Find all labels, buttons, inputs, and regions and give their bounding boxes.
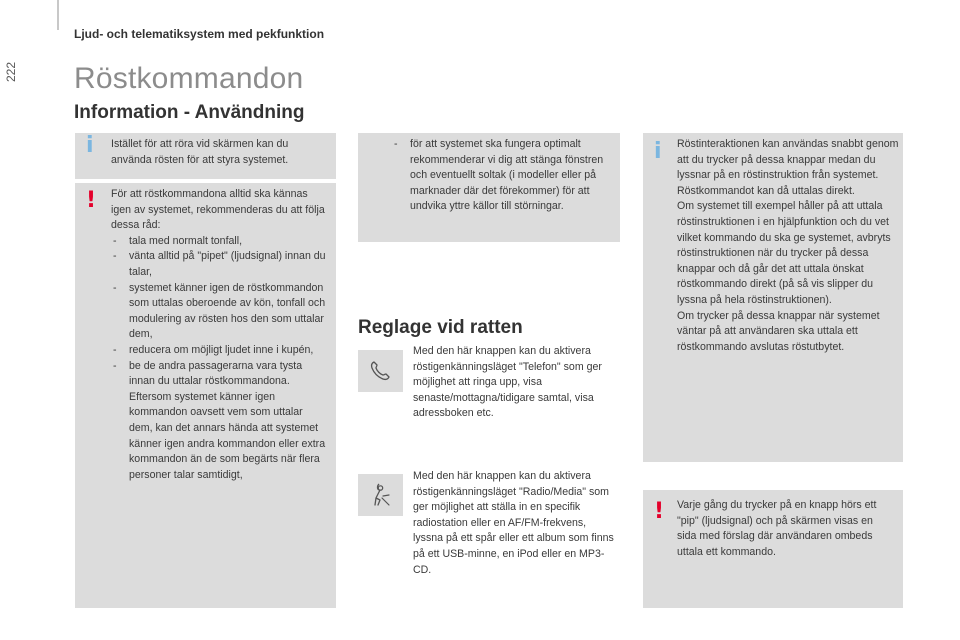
page-title: Röstkommandon [74,62,304,95]
section-title: Information - Användning [74,102,305,123]
warning-icon: ! [654,499,665,524]
info-text-2: Röstinteraktionen kan användas snabbt genom att du trycker på dessa knappar medan du lyssnar på en röstinstruktion från systemet. Röstkommandot kan då uttalas direkt. Om systemet till exempel håller på att uttala röstinstruktionen i en hjälpfunktion och du vet vilket kommando du ska ge systemet, avbryts röstinstruktionen när du trycker på dessa knappar och då går det att uttala önskat röstkommando direkt (på så vis slipper du lyssna på hela röstinstruktionen). Om trycker på dessa knappar när systemet väntar på att användaren ska uttala ett röstkommando avslutas röstutbytet. [677,138,899,353]
warning-box-2 [643,490,903,608]
info-text: Istället för att röra vid skärmen kan du använda rösten för att styra systemet. [111,138,289,166]
page-number: 222 [4,61,18,82]
list-item: - systemet känner igen de röstkommandon som uttalas oberoende av kön, tonfall och modulering av rösten hos den som uttalar dem, [111,281,327,343]
info-box [75,133,336,179]
margin-rule [57,0,59,30]
section-title-controls: Reglage vid ratten [358,317,523,338]
list-item: - vänta alltid på "pipet" (ljudsignal) innan du talar, [111,249,327,280]
info-box-2 [643,133,903,462]
warning-text-2: Varje gång du trycker på en knapp hörs ett "pip" (ljudsignal) och på skärmen visas en sida med förslag där användaren ombeds uttala ett kommando. [677,499,877,558]
phone-button-description: Med den här knappen kan du aktivera röstigenkänningsläget "Telefon" som ger möjlighet att ringa upp, visa senaste/mottagna/tidigare samtal, visa adressboken etc. [413,345,602,420]
warning-intro: För att röstkommandona alltid ska kännas igen av systemet, rekommenderas du att följa dessa råd: [111,188,325,232]
list-item: - för att systemet ska fungera optimalt rekommenderar vi dig att stänga fönstren och eventuellt soltak (i modeller eller på marknader där det förekommer) för att undvika yttre källor till störningar. [392,137,614,215]
info-icon: i [86,133,94,158]
running-header: Ljud- och telematiksystem med pekfunktion [74,27,325,41]
voice-button-description: Med den här knappen kan du aktivera röstigenkänningsläget "Radio/Media" som ger möjlighet att ställa in en specifik radiostation eller en AF/FM-frekvens, lyssna på ett spår eller ett album som finns på ett USB-minne, en iPod eller en MP3-CD. [413,470,614,576]
list-item: - reducera om möjligt ljudet inne i kupén, [111,343,327,359]
advice-list-continued [392,137,614,215]
voice-button-illustration [358,474,403,516]
warning-box [75,183,336,608]
warning-content [111,187,327,483]
warning-icon: ! [86,188,97,213]
phone-icon [358,350,403,392]
advice-list [111,234,327,484]
phone-button-illustration [358,350,403,392]
continued-box [358,133,620,242]
list-item: - be de andra passagerarna vara tysta innan du uttalar röstkommandona. Eftersom systemet känner igen kommandon oavsett vem som uttalar dem, kan det annars hända att systemet känner igen andra kommandon eller extra kommandon än de som begärts när flera personer talar samtidigt, [111,359,327,484]
list-item: - tala med normalt tonfall, [111,234,327,250]
voice-command-icon [358,474,403,516]
info-icon: i [654,139,662,164]
